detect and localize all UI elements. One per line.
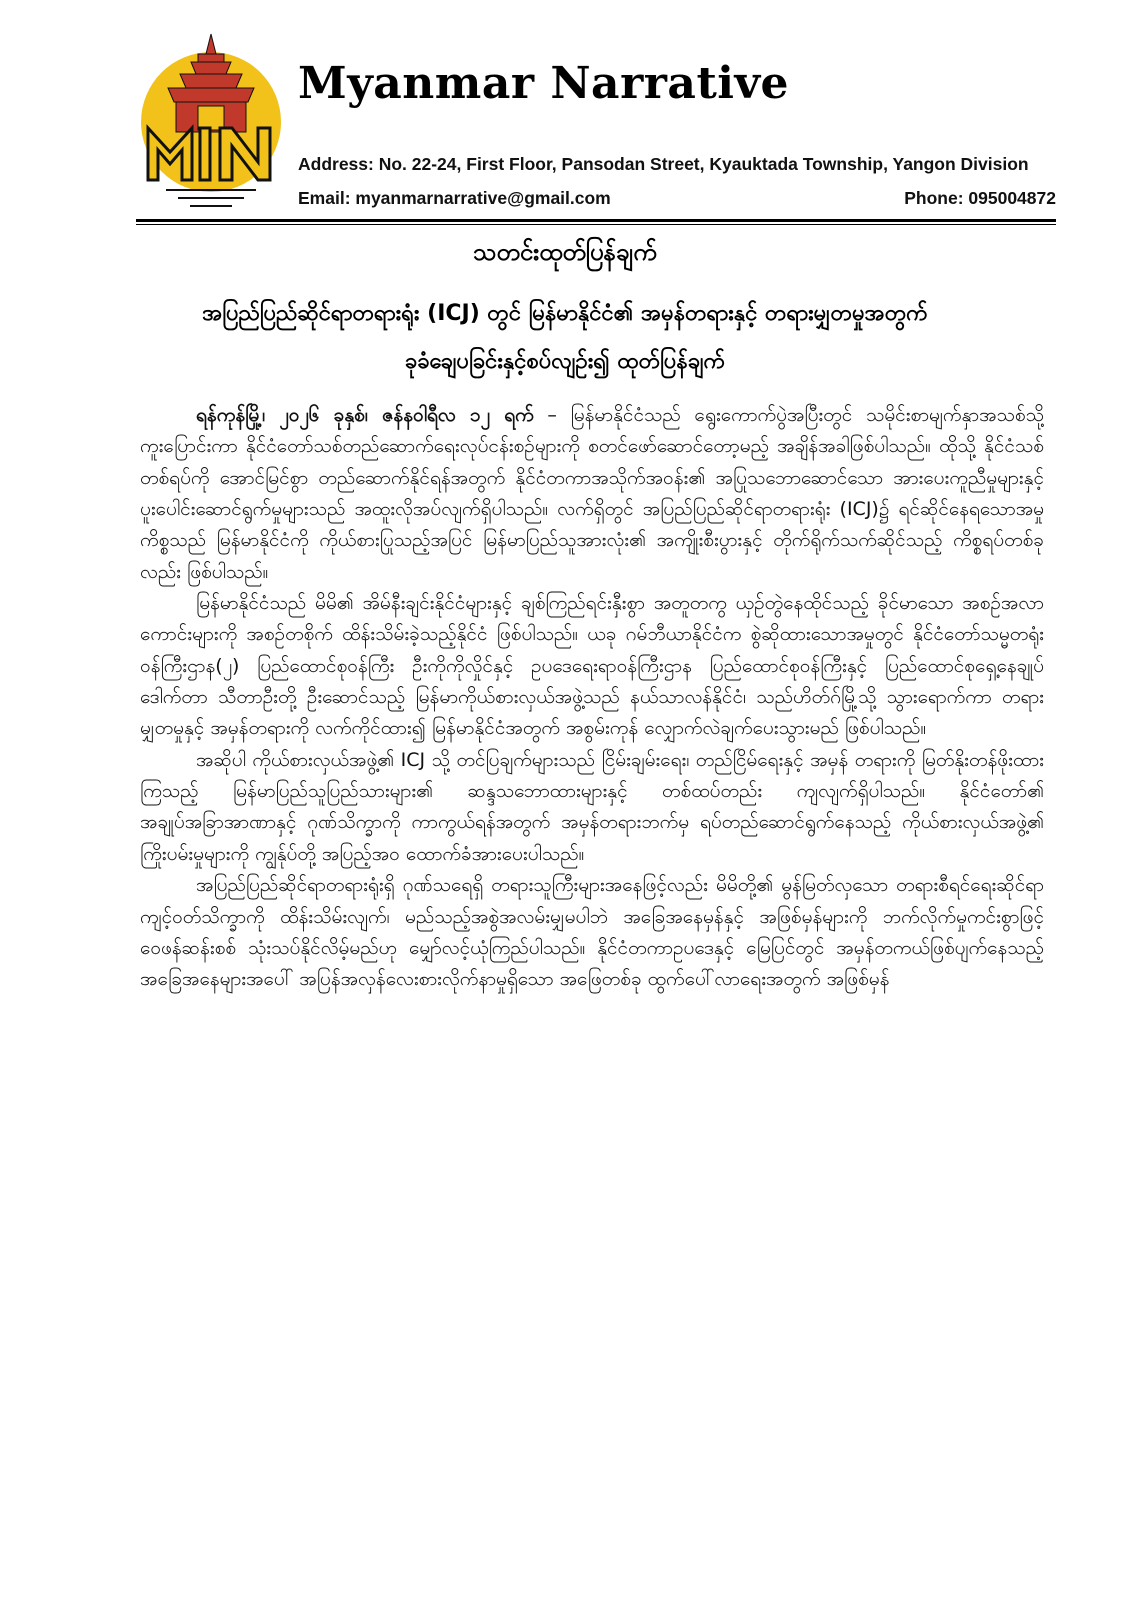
paragraph-text: အပြည်ပြည်ဆိုင်ရာတရားရုံးရှိ ဂုဏ်သရေရှိ တရားသူကြီးများအနေဖြင့်လည်း မိမိတို့၏ မွန်မြတ်လှသော တရားစီရင်ရေးဆိုင်ရာ ကျင့်ဝတ်သိက္ခာကို ထိန်းသိမ်းလျက်၊ မည်သည့်အစွဲအလမ်းမျှမပါဘဲ အခြေအနေမှန်နှင့် အဖြစ်မှန်များကို ဘက်လိုက်မှုကင်းစွာဖြင့် ဝေဖန်ဆန်းစစ် သုံးသပ်နိုင်လိမ့်မည်ဟု မျှော်လင့်ယုံကြည်ပါသည်။ နိုင်ငံတကာဥပဒေနှင့် မြေပြင်တွင် အမှန်တကယ်ဖြစ်ပျက်နေသည့် အခြေအနေများအပေါ် အပြန်အလှန်လေးစားလိုက်နာမှုရှိသော အဖြေတစ်ခု ထွက်ပေါ်လာရေးအတွက် အဖြစ်မှန် [140, 874, 1044, 991]
body-text [140, 400, 1044, 996]
title-line-2: ခုခံချေပခြင်းနှင့်စပ်လျဉ်း၍ ထုတ်ပြန်ချက် [404, 349, 726, 374]
paragraph-2 [140, 588, 1044, 745]
release-label: သတင်းထုတ်ပြန်ချက် [473, 238, 657, 266]
paragraph-text: အဆိုပါ ကိုယ်စားလှယ်အဖွဲ့၏ ICJ သို့ တင်ပြချက်များသည် ငြိမ်းချမ်းရေး၊ တည်ငြိမ်ရေးနှင့် အမှန် တရားကို မြတ်နိုးတန်ဖိုးထားကြသည့် မြန်မာပြည်သူပြည်သားများ၏ ဆန္ဒသဘောထားများနှင့် တစ်ထပ်တည်း ကျလျက်ရှိပါသည်။ နိုင်ငံတော်၏ အချုပ်အခြာအာဏာနှင့် ဂုဏ်သိက္ခာကို ကာကွယ်ရန်အတွက် အမှန်တရားဘက်မှ ရပ်တည်ဆောင်ရွက်နေသည့် ကိုယ်စားလှယ်အဖွဲ့၏ ကြိုးပမ်းမှုများကို ကျွန်ုပ်တို့ အပြည့်အဝ ထောက်ခံအားပေးပါသည်။ [140, 748, 1044, 865]
header-divider [136, 219, 1056, 222]
title-line-1: အပြည်ပြည်ဆိုင်ရာတရားရုံး (ICJ) တွင် မြန်မာနိုင်ငံ၏ အမှန်တရားနှင့် တရားမျှတမှုအတွက် [202, 301, 928, 326]
email-line: Email: myanmarnarrative@gmail.com [298, 188, 611, 208]
paragraph-1 [140, 400, 1044, 588]
paragraph-text: – မြန်မာနိုင်ငံသည် ရွေးကောက်ပွဲအပြီးတွင် သမိုင်းစာမျက်နှာအသစ်သို့ကူးပြောင်းကာ နိုင်ငံတော်သစ်တည်ဆောက်ရေးလုပ်ငန်းစဉ်များကို စတင်ဖော်ဆောင်တော့မည့် အချိန်အခါဖြစ်ပါသည်။ ထိုသို့ နိုင်ငံသစ်တစ်ရပ်ကို အောင်မြင်စွာ တည်ဆောက်နိုင်ရန်အတွက် နိုင်ငံတကာအသိုက်အဝန်း၏ အပြုသဘောဆောင်သော အားပေးကူညီမှုများနှင့် ပူးပေါင်းဆောင်ရွက်မှုများသည် အထူးလိုအပ်လျက်ရှိပါသည်။ လက်ရှိတွင် အပြည်ပြည်ဆိုင်ရာတရားရုံး (ICJ)၌ ရင်ဆိုင်နေရသောအမှုကိစ္စသည် မြန်မာနိုင်ငံကို ကိုယ်စားပြုသည့်အပြင် မြန်မာပြည်သူအားလုံး၏ အကျိုးစီးပွားနှင့် တိုက်ရိုက်သက်ဆိုင်သည့် ကိစ္စရပ်တစ်ခုလည်း ဖြစ်ပါသည်။ [140, 404, 1044, 583]
paragraph-4 [140, 870, 1044, 995]
phone-line: Phone: 095004872 [904, 188, 1056, 208]
address-line: Address: No. 22-24, First Floor, Pansodan Street, Kyauktada Township, Yangon Division [298, 154, 1029, 174]
paragraph-3 [140, 745, 1044, 870]
myanmar-narrative-logo [136, 30, 286, 220]
header-divider-thin [136, 224, 1056, 225]
organization-name: Myanmar Narrative [298, 58, 790, 109]
paragraph-text: မြန်မာနိုင်ငံသည် မိမိ၏ အိမ်နီးချင်းနိုင်ငံများနှင့် ချစ်ကြည်ရင်းနှီးစွာ အတူတကွ ယှဉ်တွဲနေထိုင်သည့် ခိုင်မာသော အစဉ်အလာကောင်းများကို အစဉ်တစိုက် ထိန်းသိမ်းခဲ့သည့်နိုင်ငံ ဖြစ်ပါသည်။ ယခု ဂမ်ဘီယာနိုင်ငံက စွဲဆိုထားသောအမှုတွင် နိုင်ငံတော်သမ္မတရုံးဝန်ကြီးဌာန(၂) ပြည်ထောင်စုဝန်ကြီး ဦးကိုကိုလှိုင်နှင့် ဥပဒေရေးရာဝန်ကြီးဌာန ပြည်ထောင်စုဝန်ကြီးနှင့် ပြည်ထောင်စုရှေ့နေချုပ် ဒေါက်တာ သီတာဦးတို့ ဦးဆောင်သည့် မြန်မာကိုယ်စားလှယ်အဖွဲ့သည် နယ်သာလန်နိုင်ငံ၊ သည်ဟိတ်ဂ်မြို့သို့ သွားရောက်ကာ တရားမျှတမှုနှင့် အမှန်တရားကို လက်ကိုင်ထား၍ မြန်မာနိုင်ငံအတွက် အစွမ်းကုန် လျှောက်လဲချက်ပေးသွားမည် ဖြစ်ပါသည်။ [140, 592, 1044, 740]
dateline: ရန်ကုန်မြို့၊ ၂၀၂၆ ခုနှစ်၊ ဇန်နဝါရီလ ၁၂ ရက် [196, 404, 534, 426]
